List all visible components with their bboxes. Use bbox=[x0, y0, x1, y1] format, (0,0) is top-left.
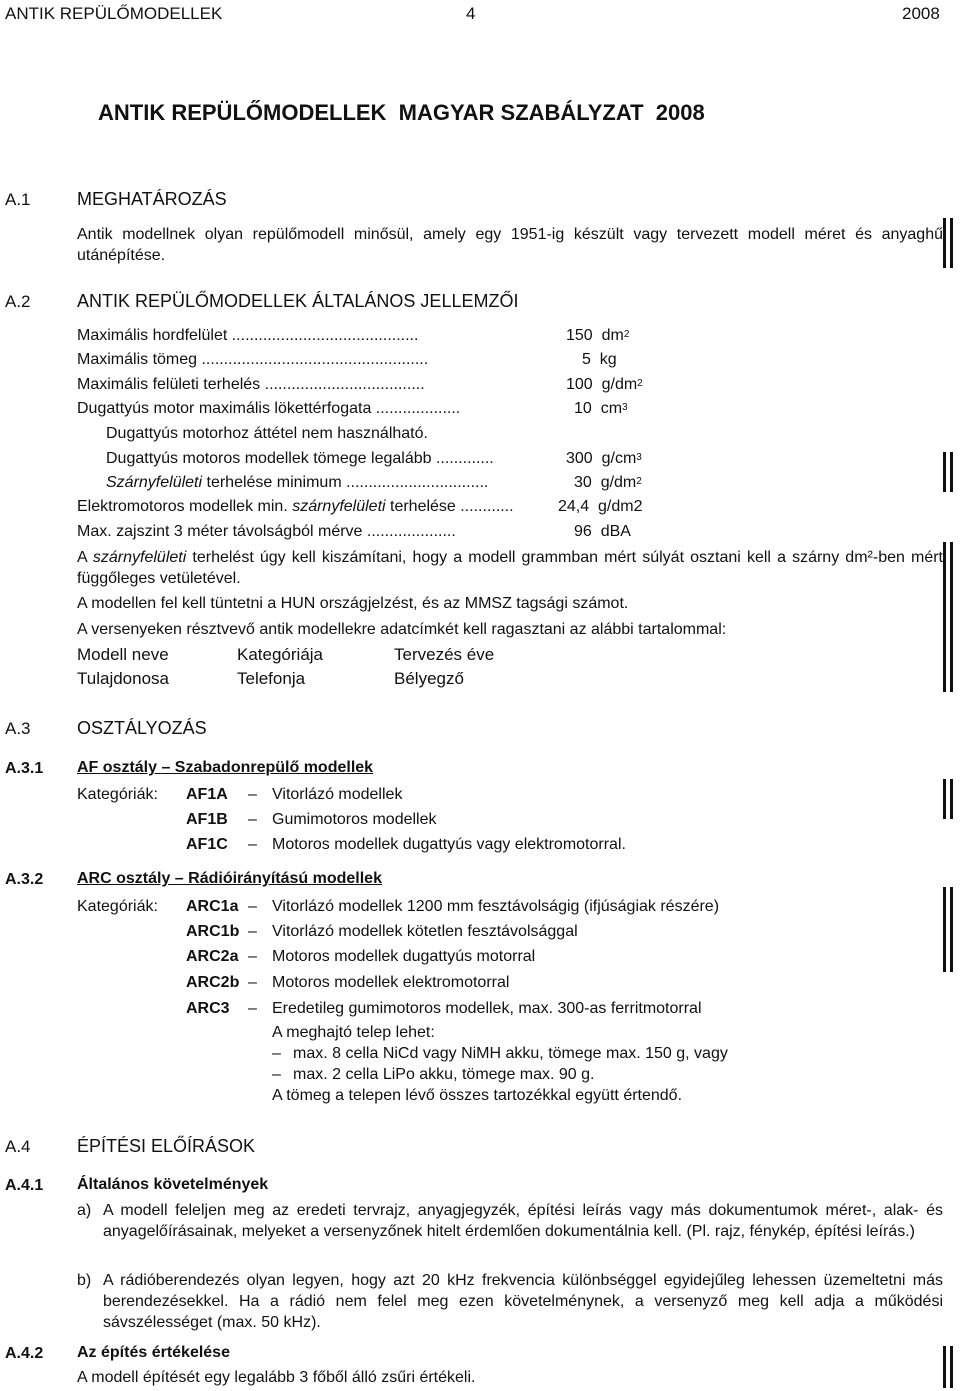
running-header-year: 2008 bbox=[902, 4, 940, 23]
subsection-number-a42: A.4.2 bbox=[5, 1345, 44, 1362]
spec-label-noise: Max. zajszint 3 méter távolságból mérve .................... bbox=[77, 523, 456, 540]
requirement-a-label: a) bbox=[77, 1202, 92, 1219]
battery-intro: A meghajtó telep lehet: bbox=[272, 1024, 435, 1041]
running-header-title: ANTIK REPÜLŐMODELLEK bbox=[5, 4, 223, 23]
category-code-arc2b: ARC2b bbox=[186, 974, 240, 991]
category-dash: – bbox=[248, 948, 257, 965]
spec-value-loading: 100 $g/dm^2$ bbox=[566, 376, 643, 393]
battery-note: A tömeg a telepen lévő összes tartozékkal együtt értendő. bbox=[272, 1087, 683, 1104]
label-field-stamp: Bélyegző bbox=[394, 669, 464, 688]
section-title-a4: ÉPÍTÉSI ELŐÍRÁSOK bbox=[77, 1136, 256, 1156]
category-code-arc1a: ARC1a bbox=[186, 898, 239, 915]
category-dash: – bbox=[248, 836, 257, 853]
category-desc-af1a: Vitorlázó modellek bbox=[272, 786, 403, 803]
label-field-model-name: Modell neve bbox=[77, 645, 169, 664]
gear-note: Dugattyús motorhoz áttétel nem használható. bbox=[106, 425, 428, 442]
revision-bar-arc bbox=[943, 887, 953, 972]
category-desc-arc2a: Motoros modellek dugattyús motorral bbox=[272, 948, 536, 965]
spec-value-area: 150 $dm^2$ bbox=[566, 327, 630, 344]
label-field-category: Kategóriája bbox=[237, 645, 324, 664]
section-number-a3: A.3 bbox=[5, 719, 31, 738]
spec-value-displacement: 10 $cm^3$ bbox=[574, 400, 628, 417]
battery-dash: – bbox=[272, 1045, 281, 1062]
battery-option-1: max. 8 cella NiCd vagy NiMH akku, tömege max. 150 g, vagy bbox=[293, 1045, 728, 1062]
category-code-arc2a: ARC2a bbox=[186, 948, 239, 965]
requirement-b-text: A rádióberendezés olyan legyen, hogy azt 20 kHz frekvencia különbséggel egyidejűleg lehessen üzemeltetni más berendezésekkel. Ha a rádió nem felel meg ezen követelménynek, a versenyző meg kell adja a működési sávszélességet (max. 50 kHz). bbox=[103, 1272, 943, 1331]
spec-label-area: Maximális hordfelület .......................................... bbox=[77, 327, 419, 344]
requirement-a-text: A modell feleljen meg az eredeti tervrajz, anyagjegyzék, építési leírás vagy más dokumentumok méret-, alak- és anyagelőírásainak, melyeket a versenyzőnek hitelt érdemlően dokumentálnia kell. (Pl. rajz, fénykép, építési leírás.) bbox=[103, 1202, 943, 1240]
page-number: 4 bbox=[466, 4, 476, 23]
evaluation-text: A modell építését egy legalább 3 főből álló zsűri értékeli. bbox=[77, 1369, 476, 1386]
revision-bar-a2-specs bbox=[943, 452, 953, 492]
spec-label-mass: Maximális tömeg ................................................... bbox=[77, 351, 429, 368]
category-desc-arc1a: Vitorlázó modellek 1200 mm fesztávolságig (ifjúságiak részére) bbox=[272, 898, 720, 915]
spec-value-mass: 5 kg bbox=[582, 351, 617, 368]
section-title-a3: OSZTÁLYOZÁS bbox=[77, 718, 207, 738]
wing-loading-calc-note: A szárnyfelületi terhelést úgy kell kiszámítani, hogy a modell grammban mért súlyát osztani kell a szárny dm²-ben mért függőleges vetületével. bbox=[77, 549, 943, 587]
spec-label-loading: Maximális felületi terhelés .................................... bbox=[77, 376, 425, 393]
category-code-af1c: AF1C bbox=[186, 836, 228, 853]
spec-value-noise: 96 dBA bbox=[574, 523, 631, 540]
section-title-a1: MEGHATÁROZÁS bbox=[77, 189, 227, 209]
revision-bar-af bbox=[943, 779, 953, 819]
revision-bar-a1 bbox=[943, 218, 953, 268]
subsection-number-a31: A.3.1 bbox=[5, 760, 44, 777]
section-number-a1: A.1 bbox=[5, 190, 31, 209]
category-code-af1a: AF1A bbox=[186, 786, 228, 803]
subsection-title-general: Általános követelmények bbox=[77, 1176, 269, 1193]
spec-value-electric: 24,4 g/dm2 bbox=[558, 498, 643, 515]
af-categories-label: Kategóriák: bbox=[77, 786, 158, 803]
requirement-b bbox=[77, 1270, 943, 1333]
spec-label-piston-mass: Dugattyús motoros modellek tömege legalább ............. bbox=[106, 450, 494, 467]
category-dash: – bbox=[248, 786, 257, 803]
category-desc-arc2b: Motoros modellek elektromotorral bbox=[272, 974, 510, 991]
definition-paragraph: Antik modellnek olyan repülőmodell minősül, amely egy 1951-ig készült vagy tervezett modell méret és anyaghű utánépítése. bbox=[77, 226, 943, 264]
subsection-number-a32: A.3.2 bbox=[5, 871, 44, 888]
spec-value-piston-mass: 300 $g/cm^3$ bbox=[566, 450, 642, 467]
subsection-title-evaluation: Az építés értékelése bbox=[77, 1344, 230, 1361]
category-code-arc1b: ARC1b bbox=[186, 923, 240, 940]
subsection-title-arc: ARC osztály – Rádióirányítású modellek bbox=[77, 870, 382, 887]
category-dash: – bbox=[248, 811, 257, 828]
section-number-a4: A.4 bbox=[5, 1137, 31, 1156]
category-code-arc3: ARC3 bbox=[186, 1000, 230, 1017]
category-desc-af1c: Motoros modellek dugattyús vagy elektromotorral. bbox=[272, 836, 626, 853]
arc-categories-label: Kategóriák: bbox=[77, 898, 158, 915]
spec-label-electric: Elektromotoros modellek min. szárnyfelületi terhelése ............ bbox=[77, 498, 514, 515]
section-number-a2: A.2 bbox=[5, 292, 31, 311]
spec-label-displacement: Dugattyús motor maximális lökettérfogata ................... bbox=[77, 400, 461, 417]
category-desc-arc1b: Vitorlázó modellek kötetlen fesztávolsággal bbox=[272, 923, 578, 940]
spec-label-wing-loading-min: Szárnyfelületi terhelése minimum ................................ bbox=[106, 474, 489, 491]
revision-bar-a42 bbox=[943, 1346, 953, 1388]
battery-dash: – bbox=[272, 1066, 281, 1083]
category-dash: – bbox=[248, 1000, 257, 1017]
category-code-af1b: AF1B bbox=[186, 811, 228, 828]
requirement-a bbox=[77, 1200, 943, 1242]
requirement-b-label: b) bbox=[77, 1272, 92, 1289]
revision-bar-a2-labels bbox=[943, 542, 953, 692]
document-title: ANTIK REPÜLŐMODELLEK MAGYAR SZABÁLYZAT 2008 bbox=[98, 100, 705, 125]
category-dash: – bbox=[248, 923, 257, 940]
label-field-owner: Tulajdonosa bbox=[77, 669, 169, 688]
section-title-a2: ANTIK REPÜLŐMODELLEK ÁLTALÁNOS JELLEMZŐI bbox=[77, 291, 519, 311]
category-dash: – bbox=[248, 898, 257, 915]
category-desc-arc3: Eredetileg gumimotoros modellek, max. 300-as ferritmotorral bbox=[272, 1000, 702, 1017]
label-note: A versenyeken résztvevő antik modellekre adatcímkét kell ragasztani az alábbi tartalommal: bbox=[77, 621, 727, 638]
category-dash: – bbox=[248, 974, 257, 991]
category-desc-af1b: Gumimotoros modellek bbox=[272, 811, 437, 828]
marking-note: A modellen fel kell tüntetni a HUN országjelzést, és az MMSZ tagsági számot. bbox=[77, 595, 629, 612]
battery-option-2: max. 2 cella LiPo akku, tömege max. 90 g. bbox=[293, 1066, 595, 1083]
spec-value-wing-loading-min: 30 $g/dm^2$ bbox=[574, 474, 642, 491]
subsection-title-af: AF osztály – Szabadonrepülő modellek bbox=[77, 759, 374, 776]
label-field-design-year: Tervezés éve bbox=[394, 645, 495, 664]
subsection-number-a41: A.4.1 bbox=[5, 1177, 44, 1194]
label-field-phone: Telefonja bbox=[237, 669, 306, 688]
